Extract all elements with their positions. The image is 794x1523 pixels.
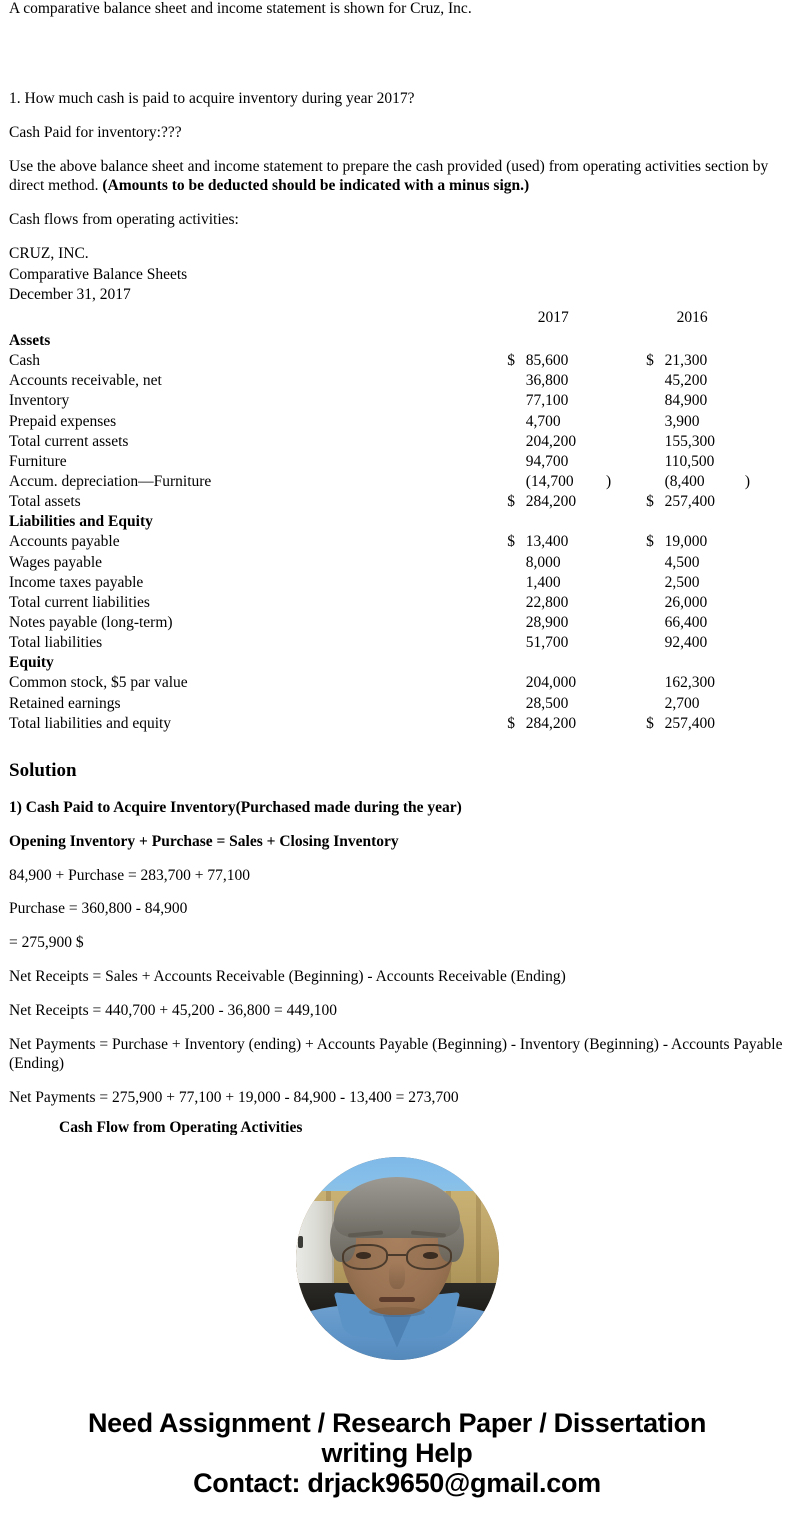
table-row [9, 673, 785, 693]
cell-currency-2016 [646, 694, 665, 714]
row-label: Prepaid expenses [9, 412, 117, 430]
header-spacer [9, 308, 507, 331]
avatar-eye-left [356, 1252, 370, 1258]
cell-value-2016: 2,500 [664, 573, 700, 591]
cell-paren-2016 [745, 694, 785, 714]
footer-line-2: writing Help [321, 1438, 473, 1468]
cell-paren-2017 [606, 673, 646, 693]
cell-currency-2016: $ [646, 352, 654, 370]
cell-value-2017: 284,200 [525, 714, 577, 732]
column-header-row [9, 308, 785, 331]
bs-date: December 31, 2017 [9, 285, 131, 303]
cell-paren-2016 [745, 492, 785, 512]
instruction-line [9, 158, 785, 196]
cell-paren-2017 [606, 553, 646, 573]
cell-value-2017: 85,600 [525, 352, 569, 370]
avatar-nose [389, 1262, 405, 1288]
cell-paren-2017 [606, 492, 646, 512]
section-heading-row [9, 331, 785, 351]
header-paren-2016 [745, 308, 785, 331]
question-line: 1. How much cash is paid to acquire inventory during year 2017? [9, 89, 415, 107]
avatar-mouth [379, 1297, 416, 1302]
cell-value-2017: 28,900 [525, 613, 569, 631]
row-label: Income taxes payable [9, 573, 144, 591]
intro-line: A comparative balance sheet and income statement is shown for Cruz, Inc. [9, 0, 472, 17]
blank-cell [606, 512, 646, 532]
cash-flows-label: Cash flows from operating activities: [9, 210, 239, 228]
cell-paren-2017: ) [606, 472, 612, 490]
cell-value-2017: 36,800 [525, 372, 569, 390]
avatar [296, 1157, 499, 1360]
cell-paren-2017 [606, 714, 646, 734]
blank-cell [745, 512, 785, 532]
cell-value-2017: 284,200 [525, 493, 577, 511]
cell-paren-2017 [606, 371, 646, 391]
row-label: Total liabilities and equity [9, 714, 172, 732]
cell-value-2016: 3,900 [664, 412, 700, 430]
cell-value-2017: 8,000 [525, 553, 561, 571]
cell-value-2017: (14,700 [525, 472, 574, 490]
cell-value-2017: 204,200 [525, 432, 577, 450]
cell-currency-2017: $ [507, 714, 516, 732]
table-row [9, 391, 785, 411]
cell-value-2016: 66,400 [664, 613, 708, 631]
cell-currency-2016 [646, 673, 665, 693]
cell-paren-2017 [606, 613, 646, 633]
cell-value-2017: 22,800 [525, 593, 569, 611]
cell-currency-2016: $ [646, 533, 654, 551]
solution-line-g: Net Payments = 275,900 + 77,100 + 19,000 - 84,900 - 13,400 = 273,700 [9, 1088, 459, 1106]
cell-paren-2016 [745, 432, 785, 452]
cell-paren-2016 [745, 573, 785, 593]
solution-formula: Opening Inventory + Purchase = Sales + Closing Inventory [9, 832, 399, 850]
cell-value-2016: 84,900 [664, 392, 708, 410]
cell-value-2016: 19,000 [664, 533, 708, 551]
row-label: Retained earnings [9, 694, 121, 712]
balance-sheet-body [9, 308, 785, 734]
row-label: Accum. depreciation—Furniture [9, 472, 212, 490]
cell-paren-2017 [606, 412, 646, 432]
bs-company: CRUZ, INC. [9, 245, 89, 263]
header-paren-2017 [606, 308, 646, 331]
table-row [9, 452, 785, 472]
cell-value-2017: 1,400 [525, 573, 561, 591]
cell-paren-2016 [745, 673, 785, 693]
table-row [9, 371, 785, 391]
avatar-door-knob [298, 1236, 303, 1248]
solution-line-b: Purchase = 360,800 - 84,900 [9, 900, 188, 918]
balance-sheet-block [0, 244, 794, 733]
blank-cell [745, 331, 785, 351]
cell-value-2016: 257,400 [664, 493, 715, 511]
section-heading-assets: Assets [9, 332, 51, 349]
cell-value-2017: 77,100 [525, 392, 569, 410]
blank-cell [606, 331, 646, 351]
cell-paren-2016 [745, 593, 785, 613]
table-row [9, 351, 785, 371]
cell-paren-2017 [606, 432, 646, 452]
solution-line-e: Net Receipts = 440,700 + 45,200 - 36,800 = 449,100 [9, 1002, 338, 1020]
blank-cell [507, 512, 526, 532]
row-label: Furniture [9, 452, 67, 470]
row-label: Wages payable [9, 553, 102, 571]
blank-cell [526, 512, 606, 532]
avatar-glasses-bridge [388, 1254, 406, 1257]
cell-currency-2017 [507, 391, 526, 411]
cell-currency-2016 [646, 613, 665, 633]
section-heading-row [9, 512, 785, 532]
cell-value-2017: 94,700 [525, 452, 569, 470]
footer-line-1: Need Assignment / Research Paper / Dissertation [87, 1407, 707, 1438]
balance-sheet-table [9, 308, 785, 734]
row-label: Accounts receivable, net [9, 372, 162, 390]
cell-currency-2017: $ [507, 533, 516, 551]
spacer [9, 34, 785, 90]
blank-cell [646, 331, 665, 351]
blank-cell [606, 653, 646, 673]
avatar-eye-right [423, 1252, 437, 1258]
cell-paren-2016 [745, 351, 785, 371]
row-label: Total current liabilities [9, 593, 150, 611]
table-row [9, 553, 785, 573]
cell-value-2017: 13,400 [525, 533, 569, 551]
cell-value-2016: 92,400 [664, 634, 708, 652]
cell-value-2016: 110,500 [664, 452, 715, 470]
cash-paid-line: Cash Paid for inventory:??? [9, 123, 182, 141]
table-row [9, 472, 785, 492]
cell-paren-2016 [745, 633, 785, 653]
table-row [9, 613, 785, 633]
cell-paren-2016 [745, 391, 785, 411]
table-row [9, 532, 785, 552]
cell-currency-2016: $ [646, 714, 654, 732]
cell-currency-2016 [646, 472, 665, 492]
cell-value-2016: 26,000 [664, 593, 708, 611]
blank-cell [665, 653, 745, 673]
column-header-2016: 2016 [676, 308, 708, 326]
cell-currency-2016: $ [646, 493, 654, 511]
cell-currency-2017 [507, 633, 526, 653]
cell-currency-2017 [507, 613, 526, 633]
row-label: Inventory [9, 392, 70, 410]
table-row [9, 694, 785, 714]
table-row [9, 492, 785, 512]
table-row [9, 573, 785, 593]
cell-paren-2017 [606, 351, 646, 371]
row-label: Total liabilities [9, 634, 103, 652]
cell-value-2017: 4,700 [525, 412, 561, 430]
cell-currency-2017 [507, 673, 526, 693]
row-label: Cash [9, 352, 40, 370]
clipped-cash-flow-heading-container [0, 1121, 794, 1135]
intro-section [0, 0, 794, 229]
cell-paren-2017 [606, 593, 646, 613]
cell-paren-2016 [745, 553, 785, 573]
avatar-container [0, 1157, 794, 1360]
cell-value-2016: 45,200 [664, 372, 708, 390]
cell-paren-2017 [606, 633, 646, 653]
header-cur-2017 [507, 308, 526, 331]
cell-currency-2017: $ [507, 352, 516, 370]
blank-cell [745, 653, 785, 673]
row-label: Total current assets [9, 432, 129, 450]
solution-heading: Solution [9, 759, 77, 781]
table-row [9, 714, 785, 734]
blank-cell [507, 331, 526, 351]
cell-paren-2016 [745, 452, 785, 472]
cell-currency-2016 [646, 573, 665, 593]
cell-currency-2016 [646, 371, 665, 391]
cell-paren-2016: ) [744, 472, 751, 490]
cell-paren-2016 [745, 714, 785, 734]
cell-value-2017: 28,500 [525, 694, 569, 712]
bs-statement-title: Comparative Balance Sheets [9, 265, 188, 283]
solution-line-a: 84,900 + Purchase = 283,700 + 77,100 [9, 866, 251, 884]
cell-value-2016: 257,400 [664, 714, 715, 732]
cell-value-2016: 162,300 [664, 674, 715, 692]
cell-paren-2016 [745, 613, 785, 633]
cell-currency-2016 [646, 452, 665, 472]
cell-currency-2017 [507, 573, 526, 593]
solution-line-c: = 275,900 $ [9, 934, 84, 952]
table-row [9, 432, 785, 452]
cell-currency-2017 [507, 452, 526, 472]
cell-currency-2017: $ [507, 493, 516, 511]
blank-cell [646, 512, 665, 532]
cell-currency-2016 [646, 432, 665, 452]
table-row [9, 633, 785, 653]
clipped-cash-flow-heading: Cash Flow from Operating Activities [59, 1120, 303, 1135]
table-row [9, 412, 785, 432]
cell-value-2016: 2,700 [664, 694, 700, 712]
cell-currency-2017 [507, 694, 526, 714]
instruction-plain-text: Use the above balance sheet and income statement to prepare the cash provided (used) from operating activities section by direct method. [9, 157, 769, 194]
cell-paren-2016 [745, 532, 785, 552]
cell-currency-2016 [646, 593, 665, 613]
blank-cell [526, 653, 606, 673]
cell-value-2016: (8,400 [664, 472, 705, 490]
cell-currency-2017 [507, 593, 526, 613]
cell-value-2016: 155,300 [664, 432, 715, 450]
cell-paren-2016 [745, 412, 785, 432]
header-cur-2016 [646, 308, 665, 331]
cell-paren-2016 [745, 371, 785, 391]
section-heading-liabilities-equity: Liabilities and Equity [9, 513, 153, 531]
row-label: Total assets [9, 493, 81, 511]
cell-currency-2017 [507, 472, 526, 492]
cell-paren-2017 [606, 573, 646, 593]
column-header-2017: 2017 [537, 308, 569, 326]
cell-value-2017: 51,700 [525, 634, 569, 652]
cell-currency-2017 [507, 432, 526, 452]
cell-paren-2017 [606, 694, 646, 714]
cell-value-2016: 21,300 [664, 352, 708, 370]
cell-paren-2017 [606, 391, 646, 411]
footer-advert [0, 1408, 794, 1499]
avatar-door-background [296, 1201, 335, 1290]
row-label: Common stock, $5 par value [9, 674, 188, 692]
solution-item-1: 1) Cash Paid to Acquire Inventory(Purchased made during the year) [9, 798, 462, 816]
cell-currency-2017 [507, 412, 526, 432]
cell-currency-2017 [507, 553, 526, 573]
instruction-bold-text: (Amounts to be deducted should be indicated with a minus sign.) [102, 176, 530, 194]
solution-section [0, 799, 794, 1108]
blank-cell [665, 331, 745, 351]
blank-cell [646, 653, 665, 673]
cell-value-2017: 204,000 [525, 674, 577, 692]
cell-paren-2017 [606, 532, 646, 552]
blank-cell [665, 512, 745, 532]
row-label: Accounts payable [9, 533, 120, 551]
blank-cell [507, 653, 526, 673]
solution-line-d: Net Receipts = Sales + Accounts Receivable (Beginning) - Accounts Receivable (Ending) [9, 968, 566, 986]
table-row [9, 593, 785, 613]
row-label: Notes payable (long-term) [9, 613, 173, 631]
cell-currency-2016 [646, 391, 665, 411]
section-heading-equity: Equity [9, 654, 54, 672]
cell-currency-2017 [507, 371, 526, 391]
cell-currency-2016 [646, 633, 665, 653]
cell-currency-2016 [646, 412, 665, 432]
blank-cell [526, 331, 606, 351]
cell-paren-2017 [606, 452, 646, 472]
cell-currency-2016 [646, 553, 665, 573]
cell-value-2016: 4,500 [664, 553, 700, 571]
section-heading-row [9, 653, 785, 673]
footer-contact-line: Contact: drjack9650@gmail.com [193, 1468, 601, 1499]
solution-line-f: Net Payments = Purchase + Inventory (ending) + Accounts Payable (Beginning) - Inventory (Beginning) - Accounts Payable (Ending) [9, 1036, 783, 1072]
